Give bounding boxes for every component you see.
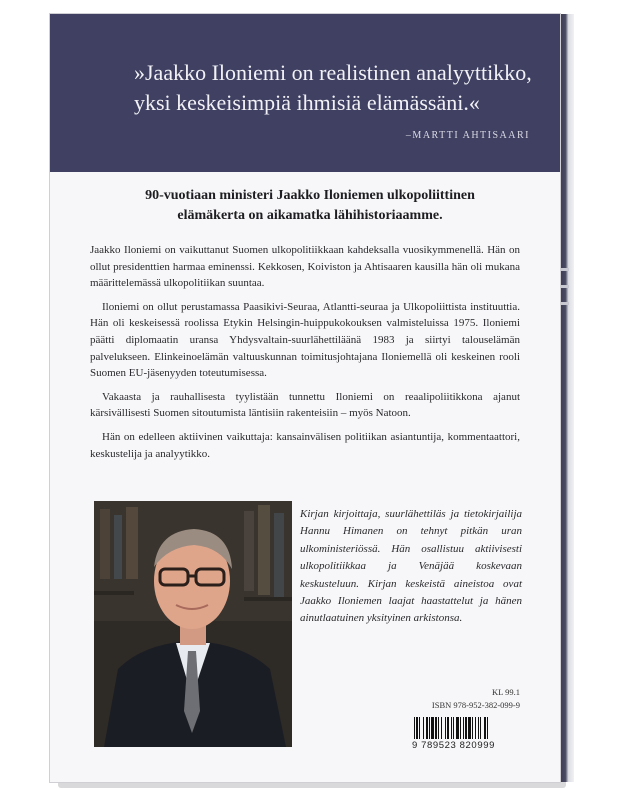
barcode-bar (478, 717, 479, 739)
quote-band (50, 14, 560, 172)
barcode-bar (441, 717, 442, 739)
blurb-paragraph: Iloniemi on ollut perustamassa Paasikivi-Seuraa, Atlantti-seuraa ja Ulkopoliittista instituuttia. Hän oli keskeisessä roolissa Etykin Helsingin-huippukokouksen valmisteluissa 1975. Iloniemi päätti diplomaatin uransa Yhdysvaltain-suurlähettiläänä 1983 ja siirtyi talouselämän palvelukseen. Elinkeinoelämän valtuuskunnan toimitusjohtajana Iloniemellä oli keskeinen rooli Suomen EU-jäsenyyden toteutumisessa. (90, 300, 520, 380)
barcode-bar (438, 717, 439, 739)
barcode-bar (472, 717, 473, 739)
barcode-bar (456, 717, 459, 739)
spine-marks (561, 268, 571, 328)
barcode-bar (416, 717, 418, 739)
lede-heading (110, 186, 510, 226)
blurb-body (90, 242, 520, 469)
author-photo (94, 501, 292, 747)
lede-line-1: 90-vuotiaan ministeri Jaakko Iloniemen ulkopoliittinen (145, 188, 475, 203)
barcode-bar (447, 717, 449, 739)
barcode-bar (475, 717, 476, 739)
barcode-bar (468, 717, 471, 739)
barcode-bar (487, 717, 488, 739)
quote-line-2: yksi keskeisimpiä ihmisiä elämässäni.« (134, 90, 480, 115)
book-spine-edge (560, 14, 574, 782)
library-class-code: KL 99.1 (491, 687, 520, 697)
blurb-paragraph: Vakaasta ja rauhallisesta tyylistään tunnettu Iloniemi on reaalipoliitikkona ajanut kärsivällisesti Suomen sitoutumista läntisiin rakenteisiin – myös Natoon. (90, 390, 520, 420)
barcode-bar (484, 717, 486, 739)
lede-line-2: elämäkerta on aikamatka lähihistoriaamme. (177, 208, 443, 223)
barcode-bar (435, 717, 437, 739)
book-back-cover (50, 14, 560, 782)
barcode-bar (445, 717, 446, 739)
barcode-bar (480, 717, 481, 739)
quote-author: –MARTTI AHTISAARI (405, 130, 530, 141)
quote-line-1: »Jaakko Iloniemi on realistinen analyyttikko, (134, 60, 532, 85)
barcode-bar (463, 717, 464, 739)
endorsement-quote (134, 58, 544, 118)
barcode-bar (460, 717, 461, 739)
isbn-number: ISBN 978-952-382-099-9 (431, 700, 520, 710)
blurb-paragraph: Hän on edelleen aktiivinen vaikuttaja: kansainvälisen politiikan asiantuntija, kommentaattori, keskustelija ja analyytikko. (90, 430, 520, 460)
barcode-bar (429, 717, 430, 739)
author-bio-caption: Kirjan kirjoittaja, suurlähettiläs ja tietokirjailija Hannu Himanen on tehnyt pitkän uran ulkoministeriössä. Hän osallistuu aktiivisesti ulkopolitiikkaa ja Venäjää koskevaan keskusteluun. Kirjan keskeistä aineistoa ovat Jaakko Iloniemen laajat haastattelut ja hänen ainutlaatuinen yksityinen arkistonsa. (300, 508, 522, 625)
barcode-bar (431, 717, 434, 739)
barcode-bar (426, 717, 428, 739)
barcode-digits: 9 789523 820999 (412, 740, 495, 751)
author-portrait-illustration (94, 501, 292, 747)
barcode-icon (414, 717, 521, 739)
barcode-bar (451, 717, 452, 739)
barcode-bar (423, 717, 424, 739)
barcode-bar (419, 717, 420, 739)
barcode-bar (414, 717, 415, 739)
blurb-paragraph: Jaakko Iloniemi on vaikuttanut Suomen ulkopolitiikkaan kahdeksalla vuosikymmenellä. Hän on ollut presidenttien harmaa eminenssi. Kekkosen, Koiviston ja Ahtisaaren kausilla hän oli mukana määrittelemässä ulkopolitiikan suuntaa. (90, 244, 520, 290)
barcode-bar (465, 717, 467, 739)
barcode-bar (453, 717, 454, 739)
